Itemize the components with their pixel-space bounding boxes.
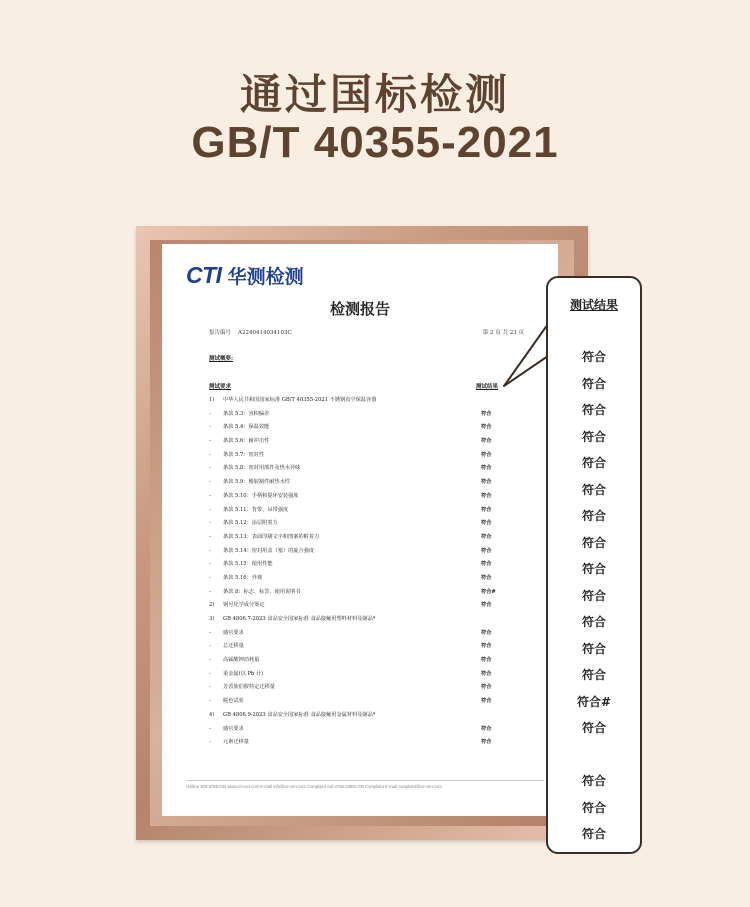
row-requirement: 条款 5.13：表面印刷文字和图案的附着力 bbox=[223, 533, 320, 540]
requirement-list bbox=[209, 394, 509, 750]
row-index: 3) bbox=[209, 616, 215, 622]
table-row bbox=[209, 654, 509, 668]
table-row bbox=[209, 613, 509, 627]
row-requirement: 条款 5.9：橡胶制件耐热水性 bbox=[223, 479, 290, 486]
row-result: 符合 bbox=[481, 451, 492, 458]
row-index: - bbox=[209, 684, 211, 691]
callout-pointer bbox=[500, 320, 552, 390]
callout-result-item: 符合# bbox=[576, 694, 612, 709]
callout-result-item: 符合 bbox=[581, 482, 606, 497]
row-requirement: 总迁移量 bbox=[223, 643, 244, 650]
row-index: - bbox=[209, 492, 211, 499]
row-result: 符合 bbox=[481, 520, 492, 527]
table-row bbox=[209, 504, 509, 518]
row-index: - bbox=[209, 739, 211, 746]
table-row bbox=[209, 668, 509, 682]
row-index: - bbox=[209, 438, 211, 445]
row-requirement: 条款 5.10：手柄和提环安装强度 bbox=[223, 492, 299, 499]
row-requirement: 中华人民共和国国家标准 GB/T 40355-2021 不锈钢真空保温容器 bbox=[223, 397, 377, 403]
callout-result-item: 符合 bbox=[581, 350, 606, 364]
row-requirement: 感官要求 bbox=[223, 725, 244, 732]
callout-result-item: 符合 bbox=[581, 376, 606, 391]
row-index: - bbox=[209, 424, 211, 431]
row-index: - bbox=[209, 561, 211, 568]
table-row bbox=[209, 558, 509, 572]
table-row bbox=[209, 572, 509, 586]
row-requirement: 脱色试验 bbox=[223, 698, 244, 705]
row-requirement: 条款 5.8：密封用部件及热水异味 bbox=[223, 465, 301, 472]
callout-result-item: 符合 bbox=[581, 615, 606, 629]
callout-result-item: 符合 bbox=[581, 668, 606, 682]
test-report-document bbox=[162, 244, 558, 816]
report-footer: Hotline 400-6788-333 www.cti-cert.com E-mail info@cti-cert.com Complaint call 0755-33681700 Complaint E-mail complaint@cti-cert.com bbox=[186, 780, 544, 789]
row-result: 符合# bbox=[481, 588, 496, 595]
callout-result-item: 符合 bbox=[581, 562, 606, 576]
row-requirement: 条款 5.16：外观 bbox=[223, 574, 263, 581]
table-row bbox=[209, 408, 509, 422]
row-result: 符合 bbox=[481, 684, 492, 691]
callout-result-item: 符合 bbox=[581, 800, 606, 815]
callout-result-item: 符合 bbox=[581, 535, 606, 550]
row-requirement: 芳香族伯胺特定迁移量 bbox=[223, 684, 275, 691]
report-number bbox=[209, 328, 292, 336]
table-row bbox=[209, 709, 509, 723]
row-result: 符合 bbox=[481, 410, 492, 417]
row-index: - bbox=[209, 410, 211, 417]
callout-result-item: 符合 bbox=[581, 456, 606, 470]
row-requirement: 条款 5.3：容积偏差 bbox=[223, 410, 270, 417]
logo-brand: CTI bbox=[186, 262, 222, 288]
row-index: - bbox=[209, 629, 211, 636]
row-index: - bbox=[209, 574, 211, 581]
row-requirement: 条款 5.6：耐冲击性 bbox=[223, 438, 270, 445]
table-row bbox=[209, 421, 509, 435]
table-row bbox=[209, 681, 509, 695]
row-requirement: 元素迁移量 bbox=[223, 739, 249, 746]
table-row bbox=[209, 462, 509, 476]
row-result: 符合 bbox=[481, 629, 492, 636]
row-requirement: 条款 5.12：涂层附着力 bbox=[223, 520, 278, 527]
row-requirement: 高锰酸钾消耗量 bbox=[223, 657, 260, 664]
row-requirement: 条款 5.11：背带、吊带强度 bbox=[223, 506, 289, 513]
table-row bbox=[209, 531, 509, 545]
callout-result-item: 符合 bbox=[581, 588, 606, 603]
row-index: - bbox=[209, 547, 211, 554]
row-index: - bbox=[209, 670, 211, 677]
headline-standard: GB/T 40355-2021 bbox=[191, 118, 559, 167]
report-title: 检测报告 bbox=[329, 300, 390, 318]
report-number-label: 报告编号 bbox=[209, 330, 232, 336]
requirement-heading: 测试要求 bbox=[209, 384, 232, 390]
row-result: 符合 bbox=[481, 506, 492, 513]
row-result: 符合 bbox=[481, 602, 492, 609]
row-index: 2) bbox=[209, 602, 215, 609]
callout-result-item: 符合 bbox=[581, 774, 606, 788]
row-result: 符合 bbox=[481, 561, 492, 568]
table-row bbox=[209, 736, 509, 750]
row-index: - bbox=[209, 698, 211, 705]
callout-result-item: 符合 bbox=[581, 641, 606, 656]
row-requirement: 条款 5.4：保温效能 bbox=[223, 424, 270, 431]
row-index: - bbox=[209, 479, 211, 486]
row-index: - bbox=[209, 533, 211, 540]
row-index: - bbox=[209, 657, 211, 664]
table-row bbox=[209, 640, 509, 654]
row-requirement: 条款 5.7：密封性 bbox=[223, 451, 265, 458]
row-requirement: 条款 8：标志、标签、使用说明书 bbox=[223, 588, 301, 595]
table-row bbox=[209, 586, 509, 600]
logo-name: 华测检测 bbox=[227, 266, 304, 288]
row-index: - bbox=[209, 465, 211, 472]
result-heading: 测试结果 bbox=[476, 384, 499, 390]
headline-title: 通过国标检测 bbox=[239, 70, 510, 119]
row-index: - bbox=[209, 506, 211, 513]
row-result: 符合 bbox=[481, 492, 492, 499]
row-result: 符合 bbox=[481, 698, 492, 705]
row-result: 符合 bbox=[481, 465, 492, 472]
row-index: - bbox=[209, 588, 211, 595]
row-requirement: 重金属(以 Pb 计) bbox=[223, 670, 264, 677]
summary-heading: 测试概要: bbox=[209, 356, 234, 362]
row-result: 符合 bbox=[481, 533, 492, 540]
row-index: 4) bbox=[209, 711, 215, 718]
row-result: 符合 bbox=[481, 479, 492, 486]
table-row bbox=[209, 394, 509, 408]
table-row bbox=[209, 449, 509, 463]
callout-result-item: 符合 bbox=[581, 827, 606, 841]
table-row bbox=[209, 476, 509, 490]
row-requirement: GB 4806.7-2023 食品安全国家标准 食品接触用塑料材料及制品* bbox=[223, 616, 376, 622]
table-row bbox=[209, 695, 509, 709]
row-requirement: 钢号化学成分鉴定 bbox=[223, 602, 265, 609]
callout-result-item: 符合 bbox=[581, 509, 606, 523]
page-number: 第 2 页 共 23 页 bbox=[482, 330, 524, 336]
row-result: 符合 bbox=[481, 725, 492, 732]
row-index: - bbox=[209, 643, 211, 650]
row-result: 符合 bbox=[481, 438, 492, 445]
row-index: 1) bbox=[209, 397, 215, 403]
row-result: 符合 bbox=[481, 657, 492, 664]
row-requirement: 条款 5.14：密封用盖（塞）的旋合强度 bbox=[223, 547, 315, 554]
callout-result-item: 符合 bbox=[581, 721, 606, 735]
row-requirement: GB 4806.9-2023 食品安全国家标准 食品接触用金属材料及制品* bbox=[223, 711, 376, 718]
table-row bbox=[209, 627, 509, 641]
callout-heading: 测试结果 bbox=[569, 298, 618, 312]
report-number-value: A2240414034103C bbox=[238, 330, 292, 336]
table-row bbox=[209, 599, 509, 613]
row-result: 符合 bbox=[481, 574, 492, 581]
row-result: 符合 bbox=[481, 739, 492, 746]
table-row bbox=[209, 723, 509, 737]
row-index: - bbox=[209, 451, 211, 458]
result-callout bbox=[546, 276, 642, 854]
row-index: - bbox=[209, 520, 211, 527]
table-row bbox=[209, 545, 509, 559]
row-result: 符合 bbox=[481, 547, 492, 554]
row-requirement: 条款 5.15：使用性能 bbox=[223, 561, 273, 568]
callout-result-item: 符合 bbox=[581, 429, 606, 444]
row-requirement: 感官要求 bbox=[223, 629, 244, 636]
row-index: - bbox=[209, 725, 211, 732]
table-row bbox=[209, 490, 509, 504]
row-result: 符合 bbox=[481, 424, 492, 431]
table-row bbox=[209, 517, 509, 531]
row-result: 符合 bbox=[481, 643, 492, 650]
cti-logo bbox=[186, 262, 304, 289]
callout-result-item: 符合 bbox=[581, 403, 606, 417]
table-row bbox=[209, 435, 509, 449]
row-result: 符合 bbox=[481, 670, 492, 677]
